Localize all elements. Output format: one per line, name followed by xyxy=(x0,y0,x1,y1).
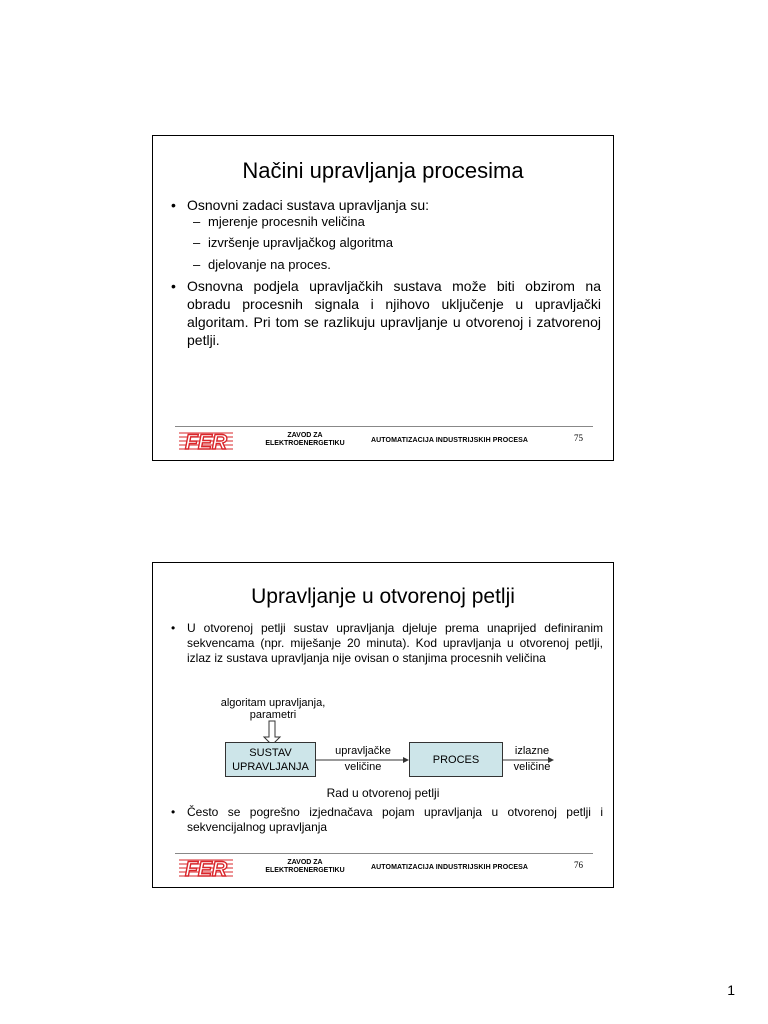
bullet-text: U otvorenoj petlji sustav upravljanja djeluje prema unaprijed definiranim sekvencama (npr. miješanje 20 minuta). Kod upravljanja u otvorenoj petlji, izlaz iz sustava upravljanja nije ovisan o stanjima procesnih veličina xyxy=(187,621,603,665)
slide-number: 75 xyxy=(574,433,583,443)
slide-title: Načini upravljanja procesima xyxy=(242,158,524,183)
footer-org: ZAVOD ZA ELEKTROENERGETIKU xyxy=(265,859,345,874)
footer-course: AUTOMATIZACIJA INDUSTRIJSKIH PROCESA xyxy=(371,437,529,444)
footer-divider xyxy=(175,426,593,427)
bullet-text: Osnovni zadaci sustava upravljanja su: xyxy=(187,197,430,213)
bullet-item xyxy=(171,277,601,349)
bullet-text: Osnovna podjela upravljačkih sustava može biti obzirom na obradu procesnih signala i njihovo uključenje u upravljački algoritam. Pri tom se razlikuju upravljanje u otvorenoj i zatvorenoj petlji. xyxy=(187,278,601,348)
fer-logo-icon xyxy=(179,857,233,879)
footer-org: ZAVOD ZA ELEKTROENERGETIKU xyxy=(265,432,345,447)
bullet-dot-icon: • xyxy=(171,197,176,213)
sub-item-text: mjerenje procesnih veličina xyxy=(208,214,365,229)
slide-76 xyxy=(152,562,614,888)
page-number: 1 xyxy=(727,982,735,998)
box-proces: PROCES xyxy=(409,742,503,777)
fer-logo-icon xyxy=(179,430,233,452)
sub-item-text: izvršenje upravljačkog algoritma xyxy=(208,235,393,250)
bullet-item xyxy=(171,805,603,835)
dash-icon: – xyxy=(193,235,201,250)
bullet-dot-icon: • xyxy=(171,278,176,294)
slide-title: Upravljanje u otvorenoj petlji xyxy=(251,585,515,608)
sub-item xyxy=(193,214,365,230)
box-sustav-upravljanja: SUSTAV UPRAVLJANJA xyxy=(225,742,316,777)
diagram-link-label: upravljačke veličine xyxy=(335,745,391,773)
slide-footer xyxy=(175,423,593,455)
svg-text:FER: FER xyxy=(185,431,227,452)
footer-course: AUTOMATIZACIJA INDUSTRIJSKIH PROCESA xyxy=(371,864,529,871)
dash-icon: – xyxy=(193,214,201,229)
dash-icon: – xyxy=(193,257,201,272)
sub-item-text: djelovanje na proces. xyxy=(208,257,331,272)
bullet-item xyxy=(171,196,595,214)
diagram-output-label: izlazne veličine xyxy=(513,745,551,773)
sub-item xyxy=(193,257,331,273)
bullet-dot-icon: • xyxy=(171,805,176,819)
svg-text:FER: FER xyxy=(185,858,227,879)
slide-75 xyxy=(152,135,614,461)
diagram-caption: Rad u otvorenoj petlji xyxy=(326,786,440,800)
bullet-dot-icon: • xyxy=(171,621,176,635)
sub-item xyxy=(193,235,393,251)
slide-number: 76 xyxy=(574,860,583,870)
bullet-text: Često se pogrešno izjednačava pojam upravljanja u otvorenoj petlji i sekvencijalnog upravljanja xyxy=(187,805,603,834)
diagram-input-label: algoritam upravljanja, parametri xyxy=(220,697,326,721)
footer-divider xyxy=(175,853,593,854)
slide-footer xyxy=(175,850,593,882)
open-loop-diagram xyxy=(153,563,615,889)
